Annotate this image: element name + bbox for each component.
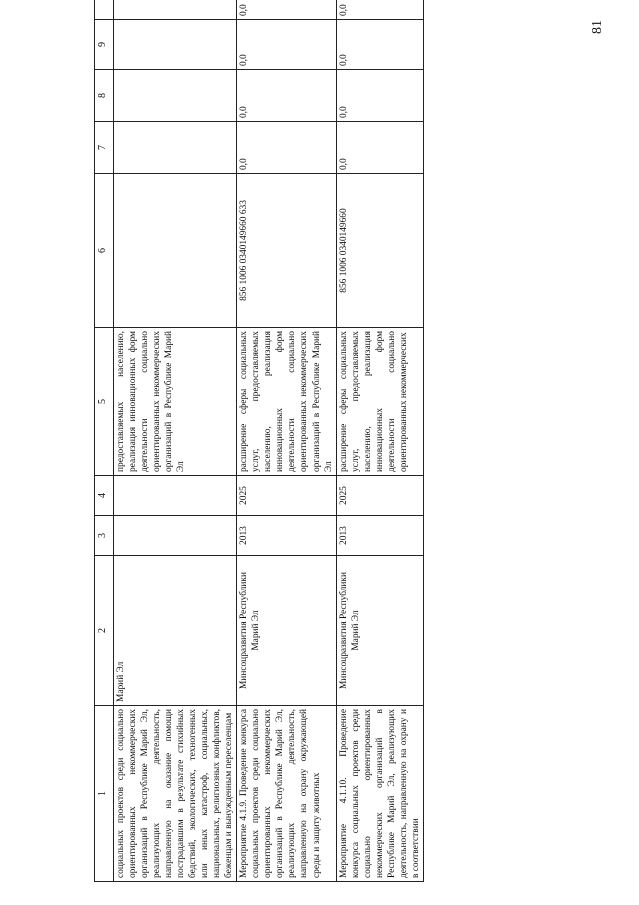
start-year: 2013 (237, 516, 336, 556)
table-row (336, 0, 423, 882)
value-col-7 (114, 122, 237, 174)
measure-description: Мероприятие 4.1.10. Проведение конкурса социальных проектов среди социально ориентированных некоммерческих организаций в Республике Марий Эл, реализующих деятельность, направленную на охрану и в соответствии (336, 706, 423, 882)
table-row (237, 0, 336, 882)
value-col-8: 0,0 (237, 70, 336, 122)
start-year (114, 516, 237, 556)
responsible-executor: Минсоцразвития Республики Марий Эл (336, 556, 423, 706)
value-col-10 (114, 0, 237, 20)
value-col-9: 0,0 (237, 20, 336, 70)
value-col-9: 0,0 (336, 20, 423, 70)
budget-code (114, 174, 237, 328)
header-col-9: 9 (95, 20, 114, 70)
program-measures-table (94, 0, 424, 882)
value-col-8: 0,0 (336, 70, 423, 122)
header-col-8: 8 (95, 70, 114, 122)
measure-description: социальных проектов среди социально ориентированных некоммерческих организаций в Республике Марий Эл, реализующих деятельность, направленную на оказание помощи пострадавшим в результате стихийных бедствий, экологических, техногенных или иных катастроф, социальных, национальных, религиозных конфликтов, беженцам и вынужденным переселенцам (114, 706, 237, 882)
expected-result: расширение сферы социальных услуг, предоставляемых населению, реализация инновационных форм деятельности социально ориентированных некоммерческих организаций в Республике Марий Эл (237, 328, 336, 476)
table-row (114, 0, 237, 882)
header-col-2: 2 (95, 556, 114, 706)
value-col-7: 0,0 (336, 122, 423, 174)
responsible-executor: Марий Эл (114, 556, 237, 706)
header-col-6: 6 (95, 174, 114, 328)
value-col-10: 0,0 (336, 0, 423, 20)
end-year: 2025 (336, 476, 423, 516)
header-row (95, 0, 114, 882)
expected-result: предоставляемых населению, реализация инновационных форм деятельности социально ориентированных некоммерческих организаций в Республике Марий Эл (114, 328, 237, 476)
value-col-8 (114, 70, 237, 122)
header-col-4: 4 (95, 476, 114, 516)
expected-result: расширение сферы социальных услуг, предоставляемых населению, реализация инновационных форм деятельности социально ориентированных некоммерческих (336, 328, 423, 476)
value-col-9 (114, 20, 237, 70)
header-col-1: 1 (95, 706, 114, 882)
header-col-7: 7 (95, 122, 114, 174)
rotated-table-stage (94, 4, 620, 882)
value-col-10: 0,0 (237, 0, 336, 20)
budget-code: 856 1006 0340149660 (336, 174, 423, 328)
end-year: 2025 (237, 476, 336, 516)
measure-description: Мероприятие 4.1.9. Проведение конкурса социальных проектов среди социально ориентированных некоммерческих организаций в Республике Марий Эл, реализующих деятельность, направленную на охрану окружающей среды и защиту животных (237, 706, 336, 882)
header-col-10 (95, 0, 114, 20)
end-year (114, 476, 237, 516)
header-col-3: 3 (95, 516, 114, 556)
budget-code: 856 1006 0340149660 633 (237, 174, 336, 328)
value-col-7: 0,0 (237, 122, 336, 174)
page-number: 81 (590, 20, 605, 34)
responsible-executor: Минсоцразвития Республики Марий Эл (237, 556, 336, 706)
header-col-5: 5 (95, 328, 114, 476)
start-year: 2013 (336, 516, 423, 556)
